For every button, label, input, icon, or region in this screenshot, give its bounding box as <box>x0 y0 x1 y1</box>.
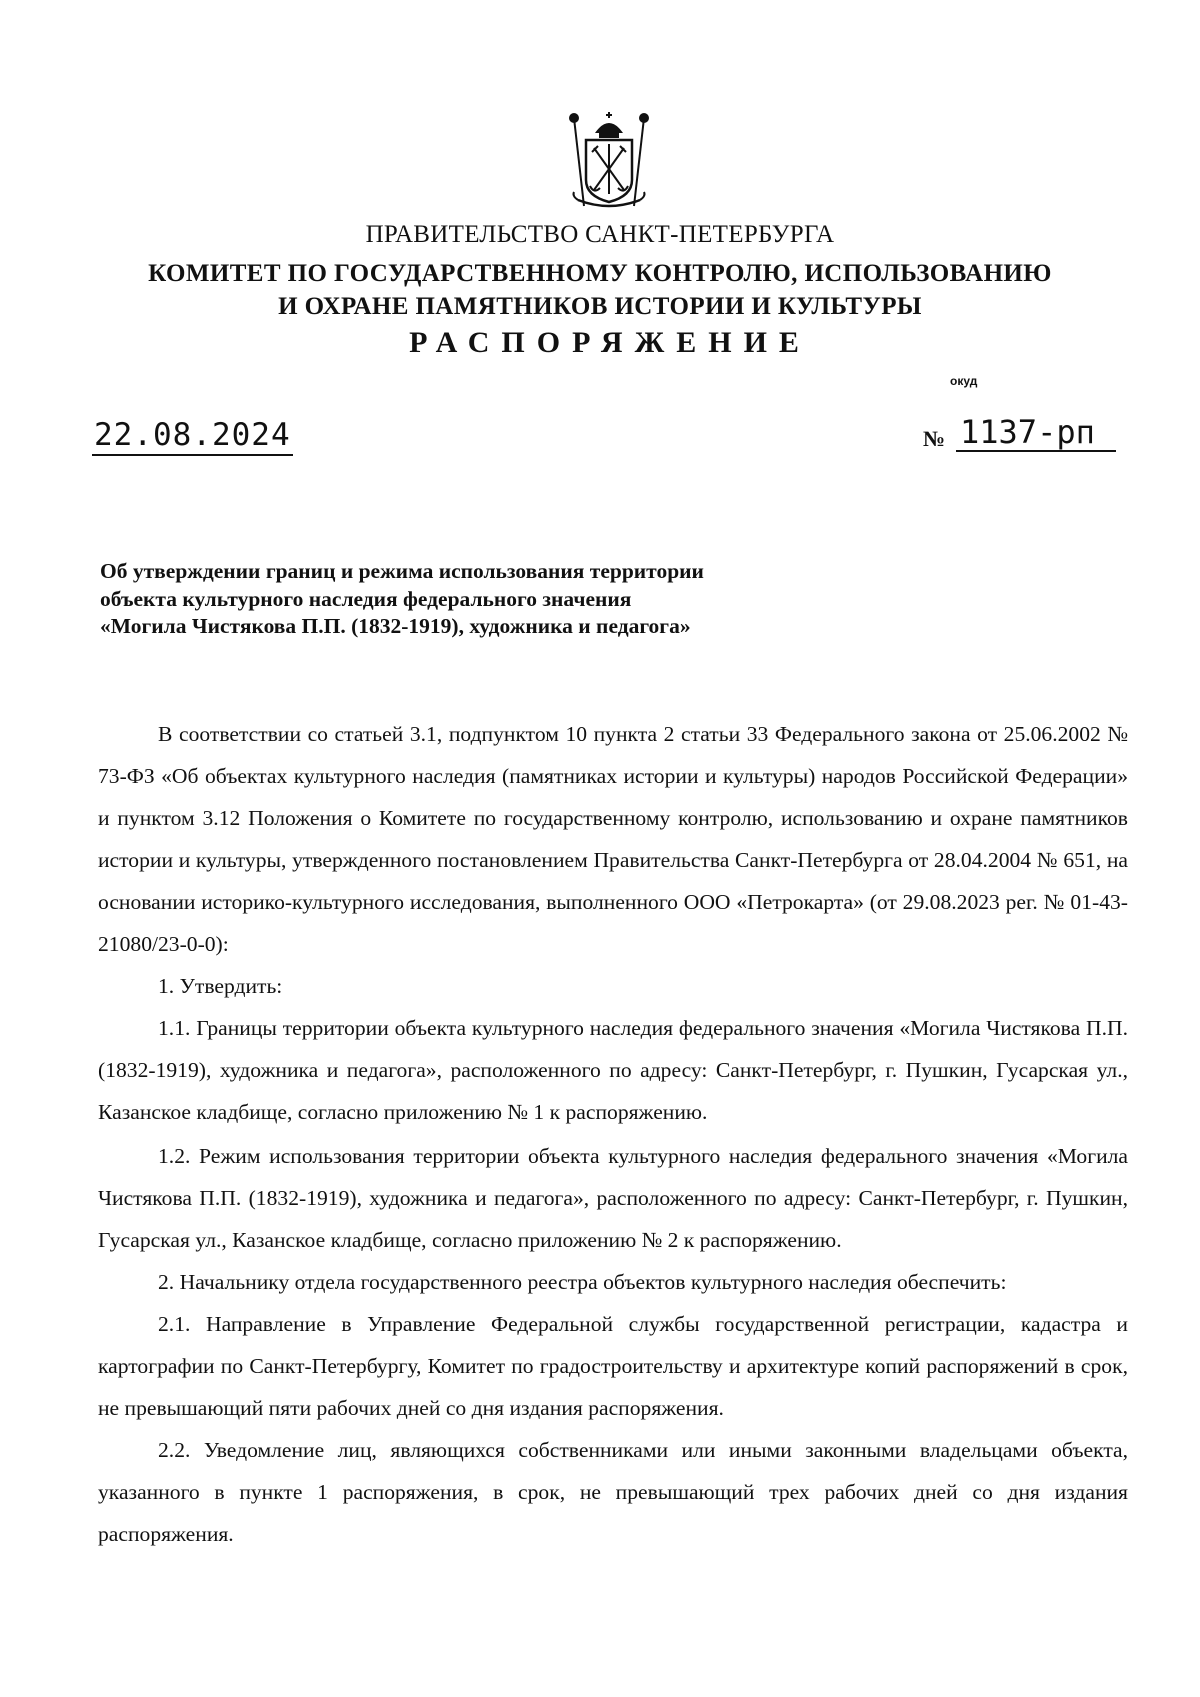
paragraph-2-1: 2.1. Направление в Управление Федеральной службы государственной регистрации, кадастра и картографии по Санкт-Петербургу, Комитет по градостроительству и архитектуре копий распоряжений в срок, не превышающий пяти рабочих дней со дня издания распоряжения. <box>98 1312 1128 1420</box>
document-number: 1137-рп <box>956 414 1116 452</box>
document-date: 22.08.2024 <box>92 418 293 456</box>
committee-name <box>0 257 1200 323</box>
subject-line3: «Могила Чистякова П.П. (1832-1919), художника и педагога» <box>100 614 691 638</box>
subject-line2: объекта культурного наследия федерального значения <box>100 586 632 611</box>
paragraph-1: 1. Утвердить: <box>158 974 283 998</box>
paragraph-1-1: 1.1. Границы территории объекта культурного наследия федерального значения «Могила Чистякова П.П. (1832-1919), художника и педагога», расположенного по адресу: Санкт-Петербург, г. Пушкин, Гусарская ул., Казанское кладбище, согласно приложению № 1 к распоряжению. <box>98 1016 1128 1124</box>
document-body <box>98 713 1128 1555</box>
committee-name-line1: КОМИТЕТ ПО ГОСУДАРСТВЕННОМУ КОНТРОЛЮ, ИСПОЛЬЗОВАНИЮ <box>148 260 1052 287</box>
government-name: ПРАВИТЕЛЬСТВО САНКТ-ПЕТЕРБУРГА <box>365 221 835 248</box>
okud-label: окуд <box>950 374 978 388</box>
committee-name-line2: И ОХРАНЕ ПАМЯТНИКОВ ИСТОРИИ И КУЛЬТУРЫ <box>278 293 922 320</box>
document-subject <box>100 558 900 641</box>
subject-line1: Об утверждении границ и режима использования территории <box>100 559 704 583</box>
document-type: РАСПОРЯЖЕНИЕ <box>409 326 811 359</box>
paragraph-2-2: 2.2. Уведомление лиц, являющихся собственниками или иными законными владельцами объекта, указанного в пункте 1 распоряжения, в срок, не превышающий трех рабочих дней со дня издания распоряжения. <box>98 1438 1128 1546</box>
saint-petersburg-coat-of-arms-icon <box>564 108 654 213</box>
paragraph-1-2: 1.2. Режим использования территории объекта культурного наследия федерального значения «Могила Чистякова П.П. (1832-1919), художника и педагога», расположенного по адресу: Санкт-Петербург, г. Пушкин, Гусарская ул., Казанское кладбище, согласно приложению № 2 к распоряжению. <box>98 1144 1128 1252</box>
preamble-paragraph: В соответствии со статьей 3.1, подпунктом 10 пункта 2 статьи 33 Федерального закона от 25.06.2002 № 73-ФЗ «Об объектах культурного наследия (памятниках истории и культуры) народов Российской Федерации» и пунктом 3.12 Положения о Комитете по государственному контролю, использованию и охране памятников истории и культуры, утвержденного постановлением Правительства Санкт-Петербурга от 28.04.2004 № 651, на основании историко-культурного исследования, выполненного ООО «Петрокарта» (от 29.08.2023 рег. № 01-43-21080/23-0-0): <box>98 722 1128 956</box>
paragraph-2: 2. Начальнику отдела государственного реестра объектов культурного наследия обеспечить: <box>158 1270 1007 1294</box>
number-sign: № <box>923 426 946 451</box>
